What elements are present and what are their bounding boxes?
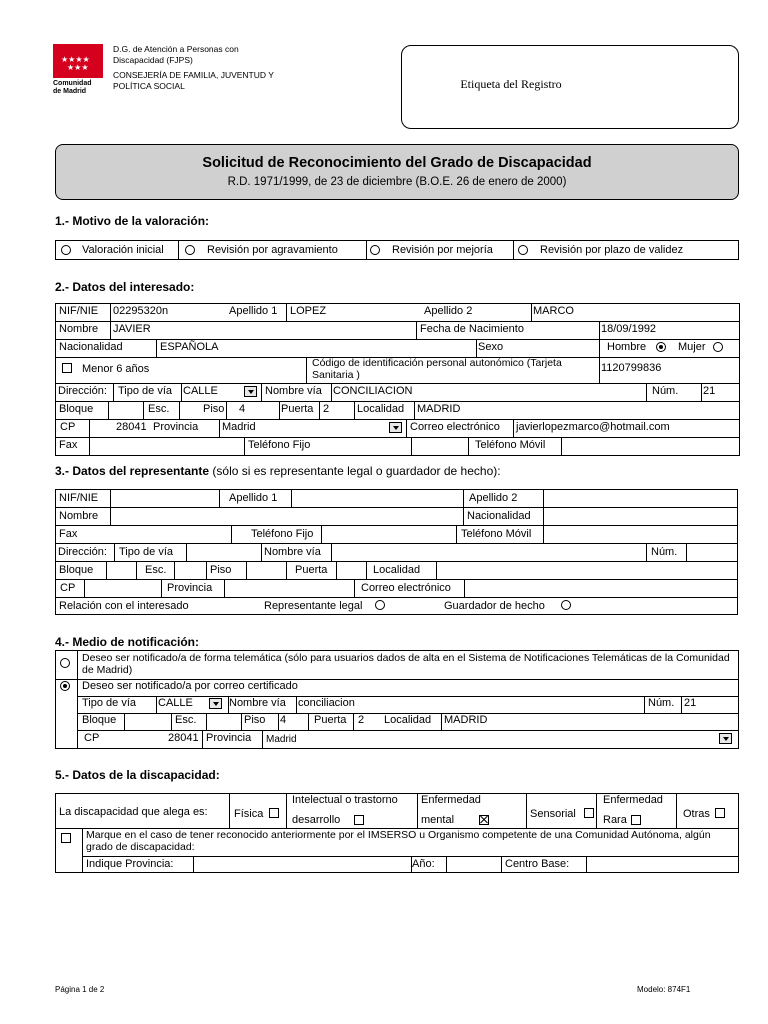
label-tel-fijo: Teléfono Fijo (248, 439, 311, 451)
option-label: Revisión por agravamiento (207, 244, 338, 256)
radio-correo-certificado[interactable] (60, 681, 70, 691)
radio-mujer[interactable] (713, 342, 723, 352)
label-indique-provincia: Indique Provincia: (86, 858, 174, 870)
not-label-puerta: Puerta (314, 714, 347, 726)
label-mujer: Mujer (678, 341, 706, 353)
label-bloque: Bloque (59, 403, 94, 415)
rep-label-num: Núm. (651, 546, 678, 558)
value-provincia[interactable]: Madrid (222, 421, 256, 433)
label-num: Núm. (652, 385, 679, 397)
rep-label-relacion: Relación con el interesado (59, 600, 189, 612)
not-label-tipo-via: Tipo de vía (82, 697, 137, 709)
label-nacionalidad: Nacionalidad (59, 341, 123, 353)
not-value-provincia[interactable]: Madrid (266, 734, 297, 745)
label-rara-2: Rara (603, 814, 627, 826)
logo-text (53, 80, 92, 96)
rep-label-tel-fijo: Teléfono Fijo (251, 528, 314, 540)
section1-heading: 1.- Motivo de la valoración: (55, 214, 210, 228)
label-fax: Fax (59, 439, 78, 451)
label-mental-2: mental (421, 814, 455, 826)
label-apellido1: Apellido 1 (229, 305, 278, 317)
label-sensorial: Sensorial (530, 808, 576, 820)
not-label-piso: Piso (244, 714, 266, 726)
rep-label-localidad: Localidad (373, 564, 421, 576)
not-label-provincia: Provincia (206, 732, 252, 744)
not-label-esc: Esc. (175, 714, 197, 726)
label-telematica: Deseo ser notificado/a de forma telemática (sólo para usuarios dados de alta en el Sistema de Notificaciones Telemáticas de la Comunidad de Madrid) (82, 652, 730, 676)
option-label: Revisión por plazo de validez (540, 244, 684, 256)
rep-label-puerta: Puerta (295, 564, 328, 576)
value-nacionalidad[interactable]: ESPAÑOLA (160, 341, 219, 353)
label-tel-movil: Teléfono Móvil (475, 439, 546, 451)
label-apellido2: Apellido 2 (424, 305, 473, 317)
label-intelectual-2: desarrollo (292, 814, 341, 826)
radio-revision-agravamiento[interactable] (185, 245, 195, 255)
label-fecha-nac: Fecha de Nacimiento (420, 323, 524, 335)
rep-label-nacionalidad: Nacionalidad (467, 510, 531, 522)
rep-label-tipo-via: Tipo de vía (119, 546, 174, 558)
radio-valoracion-inicial[interactable] (61, 245, 71, 255)
rep-label-piso: Piso (210, 564, 232, 576)
label-direccion: Dirección: (58, 385, 107, 397)
checkbox-sensorial[interactable] (584, 808, 594, 818)
section4-heading: 4.- Medio de notificación: (55, 635, 200, 649)
label-rara-1: Enfermedad (603, 794, 663, 806)
section2-heading: 2.- Datos del interesado: (55, 280, 195, 294)
tipo-via-dropdown-icon[interactable] (244, 386, 257, 397)
model-number: Modelo: 874F1 (637, 985, 691, 994)
not-value-tipo-via[interactable]: CALLE (158, 697, 193, 709)
label-menor: Menor 6 años (82, 363, 150, 375)
value-fecha-nac[interactable]: 18/09/1992 (601, 323, 657, 335)
value-cp[interactable]: 28041 (116, 421, 147, 433)
value-nombre[interactable]: JAVIER (113, 323, 151, 335)
label-esc: Esc. (148, 403, 170, 415)
not-label-localidad: Localidad (384, 714, 432, 726)
value-apellido2[interactable]: MARCO (533, 305, 574, 317)
label-correo: Correo electrónico (410, 421, 500, 433)
page-number: Página 1 de 2 (55, 985, 105, 994)
label-localidad: Localidad (357, 403, 405, 415)
label-reconocido: Marque en el caso de tener reconocido anteriormente por el IMSERSO u Organismo competente de una Comunidad Autónoma, algún grado de discapacidad: (86, 829, 711, 853)
value-puerta[interactable]: 2 (323, 403, 330, 415)
org-line: POLÍTICA SOCIAL (113, 81, 185, 91)
option-label: Valoración inicial (82, 244, 164, 256)
label-codigo: Código de identificación personal autonómico (Tarjeta Sanitaria ) (312, 357, 562, 381)
rep-label-correo: Correo electrónico (361, 582, 451, 594)
label-hombre: Hombre (607, 341, 647, 353)
logo-text-line: de Madrid (53, 88, 87, 95)
label-provincia: Provincia (153, 421, 199, 433)
value-nif[interactable]: 02295320n (113, 305, 169, 317)
star-icon: ★★★ (67, 63, 89, 72)
radio-guardador[interactable] (561, 600, 571, 610)
not-value-nombre-via[interactable]: conciliacion (298, 697, 355, 709)
label-puerta: Puerta (281, 403, 314, 415)
not-label-num: Núm. (648, 697, 675, 709)
label-nombre-via: Nombre vía (265, 385, 322, 397)
not-label-cp: CP (84, 732, 100, 744)
label-anio: Año: (412, 858, 435, 870)
radio-revision-mejoria[interactable] (370, 245, 380, 255)
registro-label: Etiqueta del Registro (460, 77, 562, 91)
rep-label-nombre-via: Nombre vía (264, 546, 321, 558)
comunidad-madrid-logo (53, 44, 103, 78)
rep-label-esc: Esc. (145, 564, 167, 576)
not-provincia-dropdown-icon[interactable] (719, 733, 732, 744)
section5-heading: 5.- Datos de la discapacidad: (55, 768, 220, 782)
not-value-localidad[interactable]: MADRID (444, 714, 488, 726)
label-tipo-via: Tipo de vía (118, 385, 173, 397)
value-localidad[interactable]: MADRID (417, 403, 461, 415)
rep-label-fax: Fax (59, 528, 78, 540)
not-label-bloque: Bloque (82, 714, 117, 726)
rep-label-cp: CP (60, 582, 76, 594)
logo-text-line: Comunidad (53, 80, 92, 87)
value-piso[interactable]: 4 (239, 403, 246, 415)
value-tipo-via[interactable]: CALLE (183, 385, 218, 397)
provincia-dropdown-icon[interactable] (389, 422, 402, 433)
value-num[interactable]: 21 (703, 385, 716, 397)
org-line: CONSEJERÍA DE FAMILIA, JUVENTUD Y (113, 70, 274, 80)
value-nombre-via[interactable]: CONCILIACION (333, 385, 413, 397)
radio-revision-plazo[interactable] (518, 245, 528, 255)
not-label-nombre-via: Nombre vía (229, 697, 286, 709)
org-line: Discapacidad (FJPS) (113, 55, 193, 65)
rep-label-apellido1: Apellido 1 (229, 492, 278, 504)
label-mental-1: Enfermedad (421, 794, 481, 806)
rep-label-nif: NIF/NIE (59, 492, 99, 504)
radio-rep-legal[interactable] (375, 600, 385, 610)
label-cp: CP (60, 421, 76, 433)
label-nif: NIF/NIE (59, 305, 99, 317)
label-piso: Piso (203, 403, 225, 415)
rep-label-guardador: Guardador de hecho (444, 600, 545, 612)
radio-hombre[interactable] (656, 342, 666, 352)
not-value-cp[interactable]: 28041 (168, 732, 199, 744)
rep-label-direccion: Dirección: (58, 546, 107, 558)
rep-label-provincia: Provincia (167, 582, 213, 594)
value-apellido1[interactable]: LOPEZ (290, 305, 327, 317)
radio-telematica[interactable] (60, 658, 70, 668)
rep-label-tel-movil: Teléfono Móvil (461, 528, 532, 540)
option-label: Revisión por mejoría (392, 244, 493, 256)
label-fisica: Física (234, 808, 264, 820)
rep-label-rep-legal: Representante legal (264, 600, 363, 612)
section3-heading-note: (sólo si es representante legal o guardador de hecho): (209, 464, 501, 478)
value-correo[interactable]: javierlopezmarco@hotmail.com (516, 421, 670, 433)
not-tipo-via-dropdown-icon[interactable] (209, 698, 222, 709)
label-centro-base: Centro Base: (505, 858, 570, 870)
rep-label-apellido2: Apellido 2 (469, 492, 518, 504)
checkbox-reconocido[interactable] (61, 833, 71, 843)
rep-label-bloque: Bloque (59, 564, 94, 576)
not-value-puerta[interactable]: 2 (358, 714, 365, 726)
page-title: Solicitud de Reconocimiento del Grado de Discapacidad (202, 155, 592, 171)
label-nombre: Nombre (59, 323, 99, 335)
rep-label-nombre: Nombre (59, 510, 99, 522)
checkbox-otras[interactable] (715, 808, 725, 818)
checkbox-menor[interactable] (62, 363, 72, 373)
value-codigo[interactable]: 1120799836 (601, 362, 662, 374)
not-value-num[interactable]: 21 (684, 697, 697, 709)
label-intelectual-1: Intelectual o trastorno (292, 794, 398, 806)
org-line: D.G. de Atención a Personas con (113, 44, 239, 54)
section3-heading-bold: 3.- Datos del representante (55, 464, 210, 478)
label-sexo: Sexo (478, 341, 504, 353)
checkbox-intelectual[interactable] (354, 815, 364, 825)
star-icon: ★★★★ (61, 55, 90, 64)
checkbox-fisica[interactable] (269, 808, 279, 818)
checkbox-rara[interactable] (631, 815, 641, 825)
checkbox-mental[interactable] (479, 815, 489, 825)
title-box (55, 144, 739, 200)
section3-heading (55, 464, 501, 478)
label-correo-certificado: Deseo ser notificado/a por correo certificado (82, 680, 298, 692)
label-otras: Otras (683, 808, 710, 820)
not-value-piso[interactable]: 4 (280, 714, 287, 726)
label-alega: La discapacidad que alega es: (59, 806, 208, 818)
page-subtitle: R.D. 1971/1999, de 23 de diciembre (B.O.E. 26 de enero de 2000) (227, 176, 567, 188)
